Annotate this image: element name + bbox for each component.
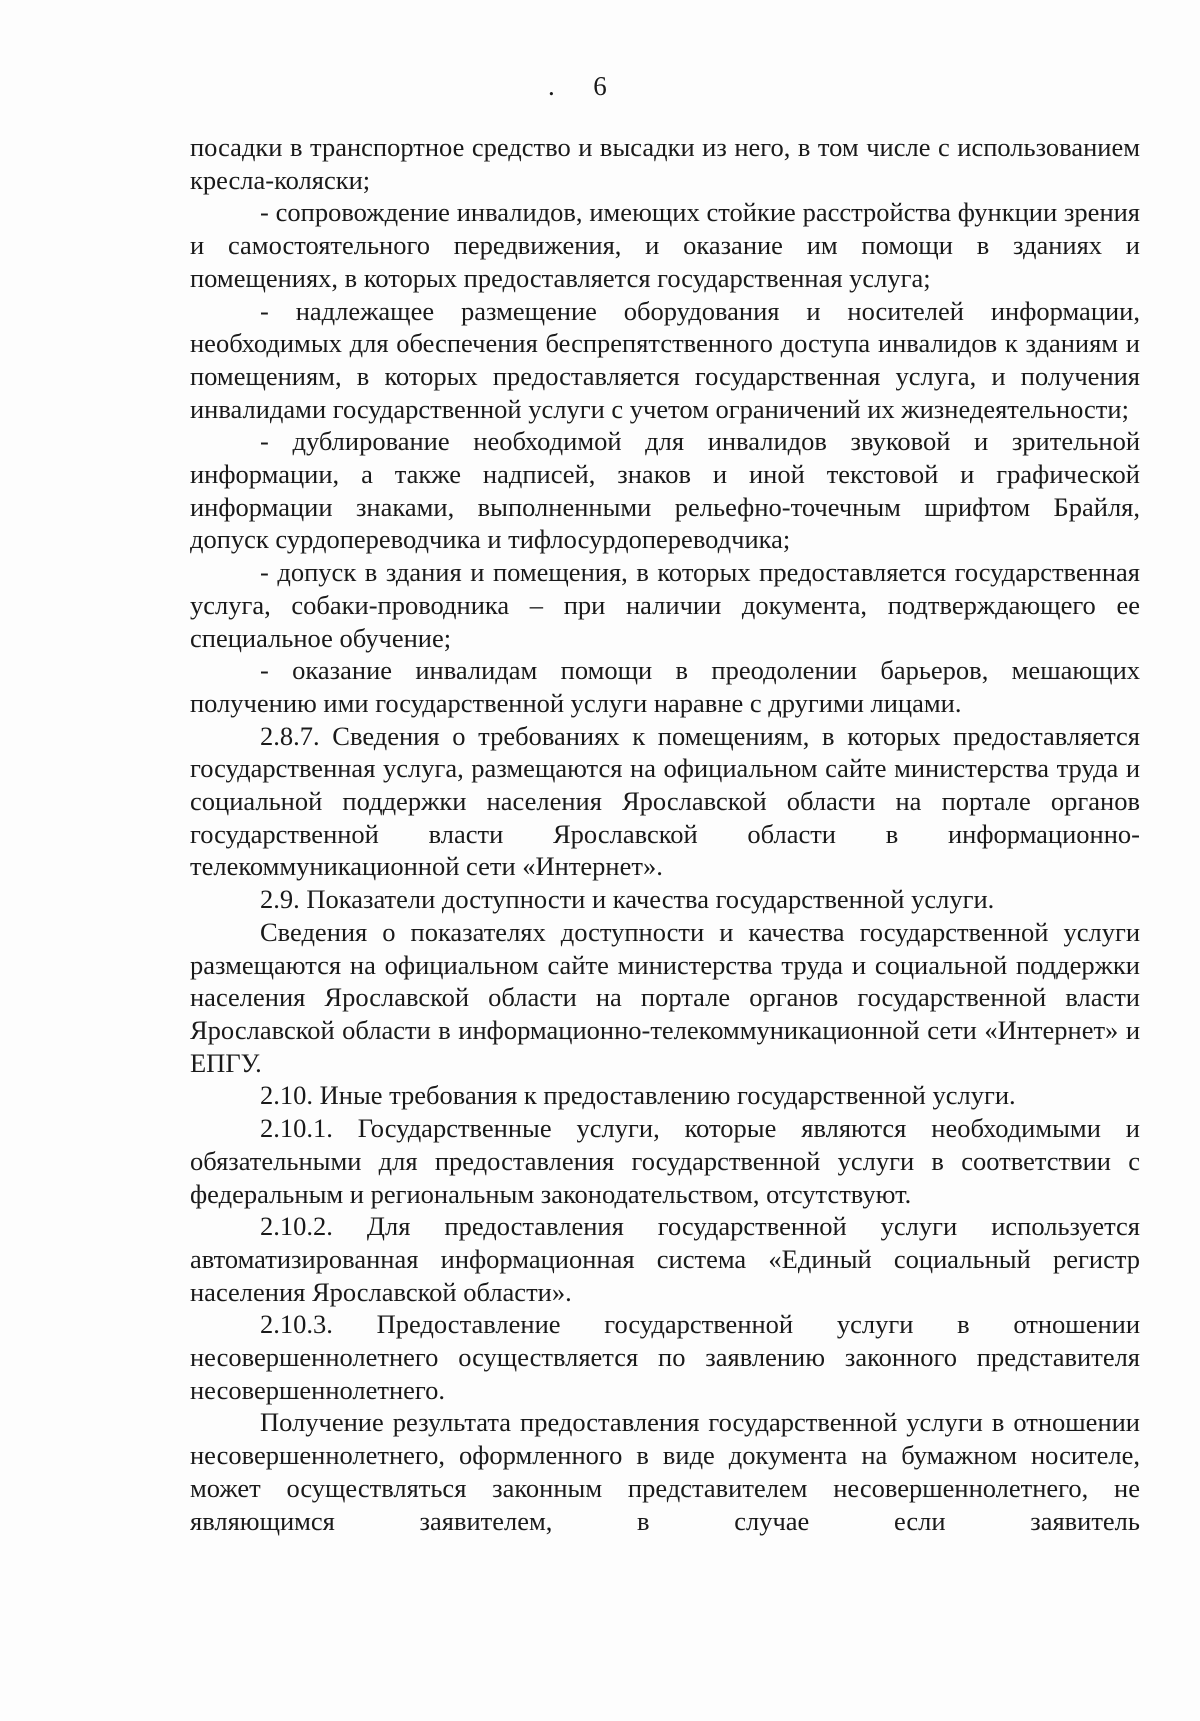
paragraph-escort-disabled: - сопровождение инвалидов, имеющих стойкие расстройства функции зрения и самостоятельного передвижения, и оказание им помощи в зданиях и помещениях, в которых предоставляется государственная услуга; [190, 197, 1140, 293]
paragraph-accessibility-info: Сведения о показателях доступности и качества государственной услуги размещаются на официальном сайте министерства труда и социальной поддержки населения Ярославской области на портале органов государственной власти Ярославской области в информационно-телекоммуникационной сети «Интернет» и ЕПГУ. [190, 916, 1140, 1078]
paragraph-2-10-3: 2.10.3. Предоставление государственной услуги в отношении несовершеннолетнего осуществляется по заявлению законного представителя несовершеннолетнего. [190, 1309, 1140, 1405]
paragraph-result-receipt: Получение результата предоставления государственной услуги в отношении несовершеннолетнего, оформленного в виде документа на бумажном носителе, может осуществляться законным представителем несовершеннолетнего, не являющимся заявителем, в случае если заявитель [190, 1407, 1140, 1536]
paragraph-2-10: 2.10. Иные требования к предоставлению государственной услуги. [260, 1080, 1016, 1111]
paragraph-continuation: посадки в транспортное средство и высадки из него, в том числе с использованием кресла-коляски; [190, 132, 1140, 195]
paragraph-barrier-help: - оказание инвалидам помощи в преодолении барьеров, мешающих получению ими государственной услуги наравне с другими лицами. [190, 655, 1140, 718]
page-mark: . [548, 71, 555, 101]
paragraph-guide-dog: - допуск в здания и помещения, в которых предоставляется государственная услуга, собаки-проводника – при наличии документа, подтверждающего ее специальное обучение; [190, 557, 1140, 653]
paragraph-2-9: 2.9. Показатели доступности и качества государственной услуги. [260, 884, 995, 915]
page-number-area [0, 70, 1200, 102]
page-number: 6 [593, 71, 607, 101]
paragraph-2-10-1: 2.10.1. Государственные услуги, которые являются необходимыми и обязательными для предоставления государственной услуги в соответствии с федеральным и региональным законодательством, отсутствуют. [190, 1113, 1140, 1209]
paragraph-2-10-2: 2.10.2. Для предоставления государственной услуги используется автоматизированная информационная система «Единый социальный регистр населения Ярославской области». [190, 1211, 1140, 1307]
document-body [190, 131, 1140, 1537]
paragraph-2-8-7: 2.8.7. Сведения о требованиях к помещениям, в которых предоставляется государственная услуга, размещаются на официальном сайте министерства труда и социальной поддержки населения Ярославской области на портале органов государственной власти Ярославской области в информационно-телекоммуникационной сети «Интернет». [190, 720, 1140, 882]
paragraph-duplication-info: - дублирование необходимой для инвалидов звуковой и зрительной информации, а также надписей, знаков и иной текстовой и графической информации знаками, выполненными рельефно-точечным шрифтом Брайля, допуск сурдопереводчика и тифлосурдопереводчика; [190, 426, 1140, 555]
paragraph-equipment-placement: - надлежащее размещение оборудования и носителей информации, необходимых для обеспечения беспрепятственного доступа инвалидов к зданиям и помещениям, в которых предоставляется государственная услуга, и получения инвалидами государственной услуги с учетом ограничений их жизнедеятельности; [190, 295, 1140, 424]
